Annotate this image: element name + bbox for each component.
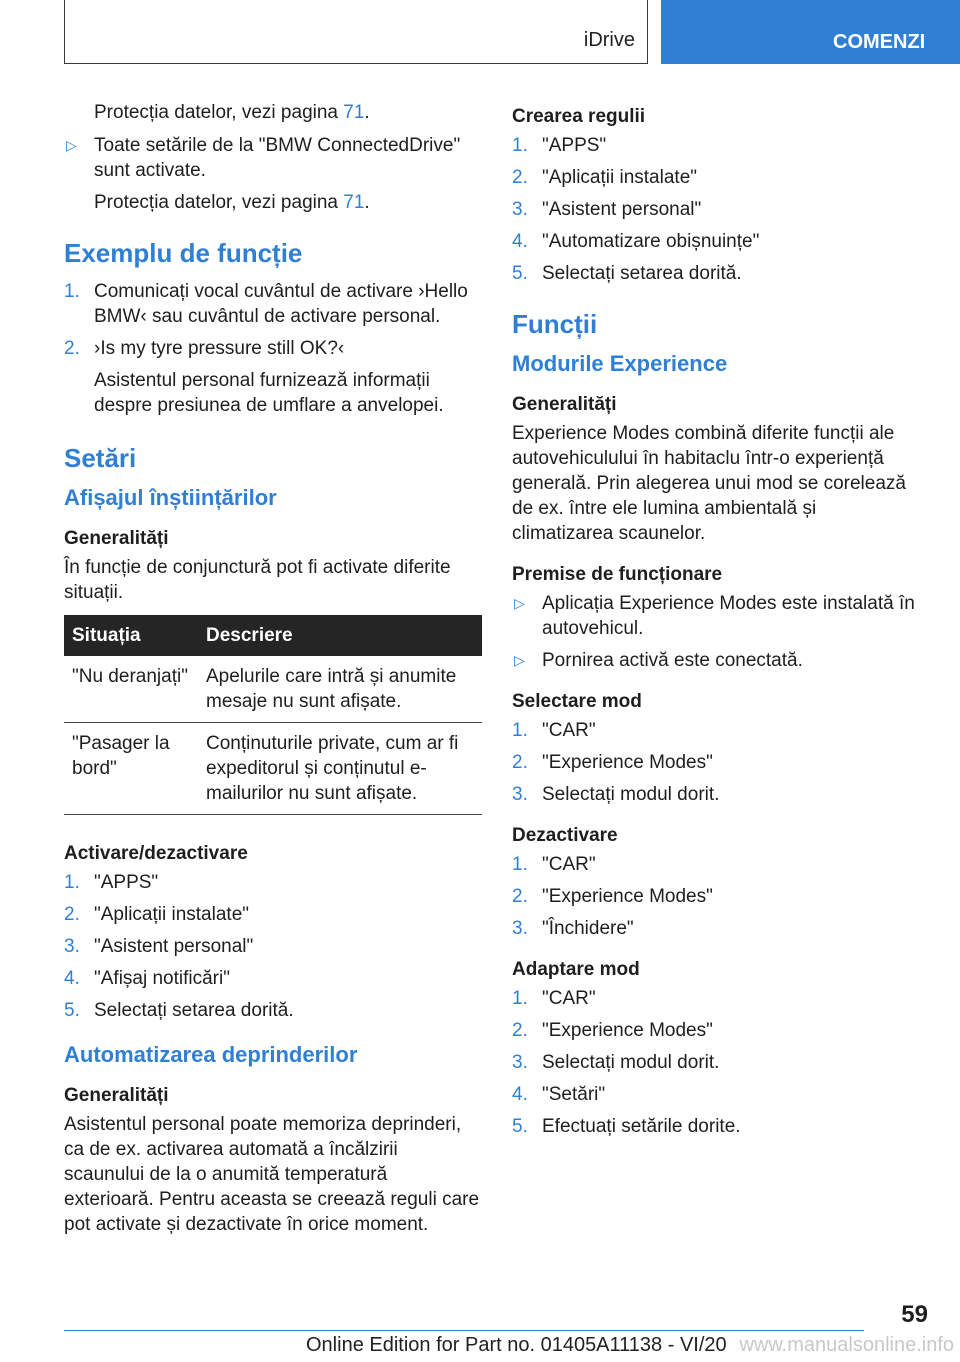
heading-habits: Automatizarea deprinderilor (64, 1042, 358, 1067)
heading-select-mode: Selectare mod (512, 691, 642, 712)
triangle-bullet-icon: ▷ (66, 137, 77, 153)
list-item: 2. "Experience Modes" (512, 1020, 713, 1041)
page-link-71[interactable]: 71 (343, 192, 365, 213)
list-item: 3. Selectați modul dorit. (512, 784, 720, 805)
list-item: 1. "CAR" (512, 854, 596, 875)
list-item: 2. ›Is my tyre pressure still OK?‹ (64, 338, 345, 359)
heading-notifications: Afișajul înștiințărilor (64, 485, 277, 510)
list-item: 5. Efectuați setările dorite. (512, 1116, 741, 1137)
heading-functions: Funcții (512, 309, 598, 339)
table-row (64, 656, 482, 723)
list-item: ▷ Pornirea activă este conectată. (514, 650, 803, 671)
general-text: În funcție de conjunctură pot fi activate diferite situații. (64, 557, 451, 603)
list-item: ▷ Aplicația Experience Modes este instalată în autovehicul. (514, 593, 915, 639)
general-text: Experience Modes combină diferite funcții ale autovehiculului în habitaclu într-o experiență generală. Prin alegerea unui mod se corelează de ex. între ele lumina ambientală și climatizarea scaunelor. (512, 423, 906, 544)
list-item: 4. "Setări" (512, 1084, 606, 1105)
list-item: ▷ Toate setările de la "BMW ConnectedDrive" sunt activate. (66, 135, 461, 181)
heading-general: Generalități (64, 1085, 169, 1106)
privacy-note-1: Protecția datelor, vezi pagina 71. (94, 102, 370, 123)
general-text: Asistentul personal poate memoriza deprinderi, ca de ex. activarea automată a încălzirii scaunului de la o anumită temperatură exterioară. Pentru aceasta se creează reguli care pot activate și dezactivate în orice moment. (64, 1114, 480, 1235)
triangle-bullet-icon: ▷ (514, 595, 525, 611)
heading-example: Exemplu de funcție (64, 238, 303, 268)
heading-deactivate: Dezactivare (512, 825, 618, 846)
section-tab[interactable]: COMENZI (661, 0, 960, 64)
page-number: 59 (901, 1301, 928, 1328)
table-cell: "Pasager la bord" (64, 723, 198, 815)
header-box (64, 0, 648, 64)
list-item: 2. "Aplicații instalate" (512, 167, 698, 188)
heading-general: Generalități (512, 394, 617, 415)
list-item: 1. "APPS" (64, 872, 159, 893)
triangle-bullet-icon: ▷ (514, 652, 525, 668)
left-column (64, 100, 482, 1237)
list-item: 3. "Asistent personal" (512, 199, 702, 220)
list-item: 4. "Automatizare obișnuințe" (512, 231, 760, 252)
footer-divider (64, 1330, 864, 1331)
heading-create-rule: Crearea regulii (512, 106, 646, 127)
heading-adapt-mode: Adaptare mod (512, 959, 640, 980)
heading-modes: Modurile Experience (512, 351, 728, 376)
heading-prerequisites: Premise de funcționare (512, 564, 723, 585)
heading-general: Generalități (64, 528, 169, 549)
heading-settings: Setări (64, 443, 137, 473)
list-item: 5. Selectați setarea dorită. (64, 1000, 294, 1021)
list-item: 3. "Asistent personal" (64, 936, 254, 957)
list-item: 1. "CAR" (512, 988, 596, 1009)
heading-activate: Activare/dezactivare (64, 843, 248, 864)
example-note: Asistentul personal furnizează informații despre presiunea de umflare a anvelopei. (94, 370, 444, 416)
right-column (512, 100, 920, 1146)
table-cell: Apelurile care intră și anumite mesaje nu sunt afișate. (198, 656, 482, 723)
page-link-71[interactable]: 71 (343, 102, 365, 123)
list-item: 2. "Experience Modes" (512, 752, 713, 773)
situations-table (64, 615, 482, 815)
list-item: 3. Selectați modul dorit. (512, 1052, 720, 1073)
edition-footer: Online Edition for Part no. 01405A11138 - VI/20 (306, 1334, 727, 1356)
table-header: Situația (64, 615, 198, 656)
list-item: 1. Comunicați vocal cuvântul de activare ›Hello BMW‹ sau cuvântul de activare personal. (64, 281, 468, 327)
table-row (64, 723, 482, 815)
watermark: www.manualsonline.info (739, 1334, 954, 1356)
list-item: 1. "CAR" (512, 720, 596, 741)
table-cell: "Nu deranjați" (64, 656, 198, 723)
list-item: 4. "Afișaj notificări" (64, 968, 230, 989)
list-item: 2. "Experience Modes" (512, 886, 713, 907)
list-item: 5. Selectați setarea dorită. (512, 263, 742, 284)
table-header: Descriere (198, 615, 482, 656)
table-cell: Conținuturile private, cum ar fi expeditorul și conținutul e-mailurilor nu sunt afișate. (198, 723, 482, 815)
chapter-title: iDrive (583, 29, 635, 51)
list-item: 1. "APPS" (512, 135, 607, 156)
list-item: 3. "Închidere" (512, 918, 634, 939)
list-item: 2. "Aplicații instalate" (64, 904, 250, 925)
privacy-note-2: Protecția datelor, vezi pagina 71. (94, 192, 370, 213)
